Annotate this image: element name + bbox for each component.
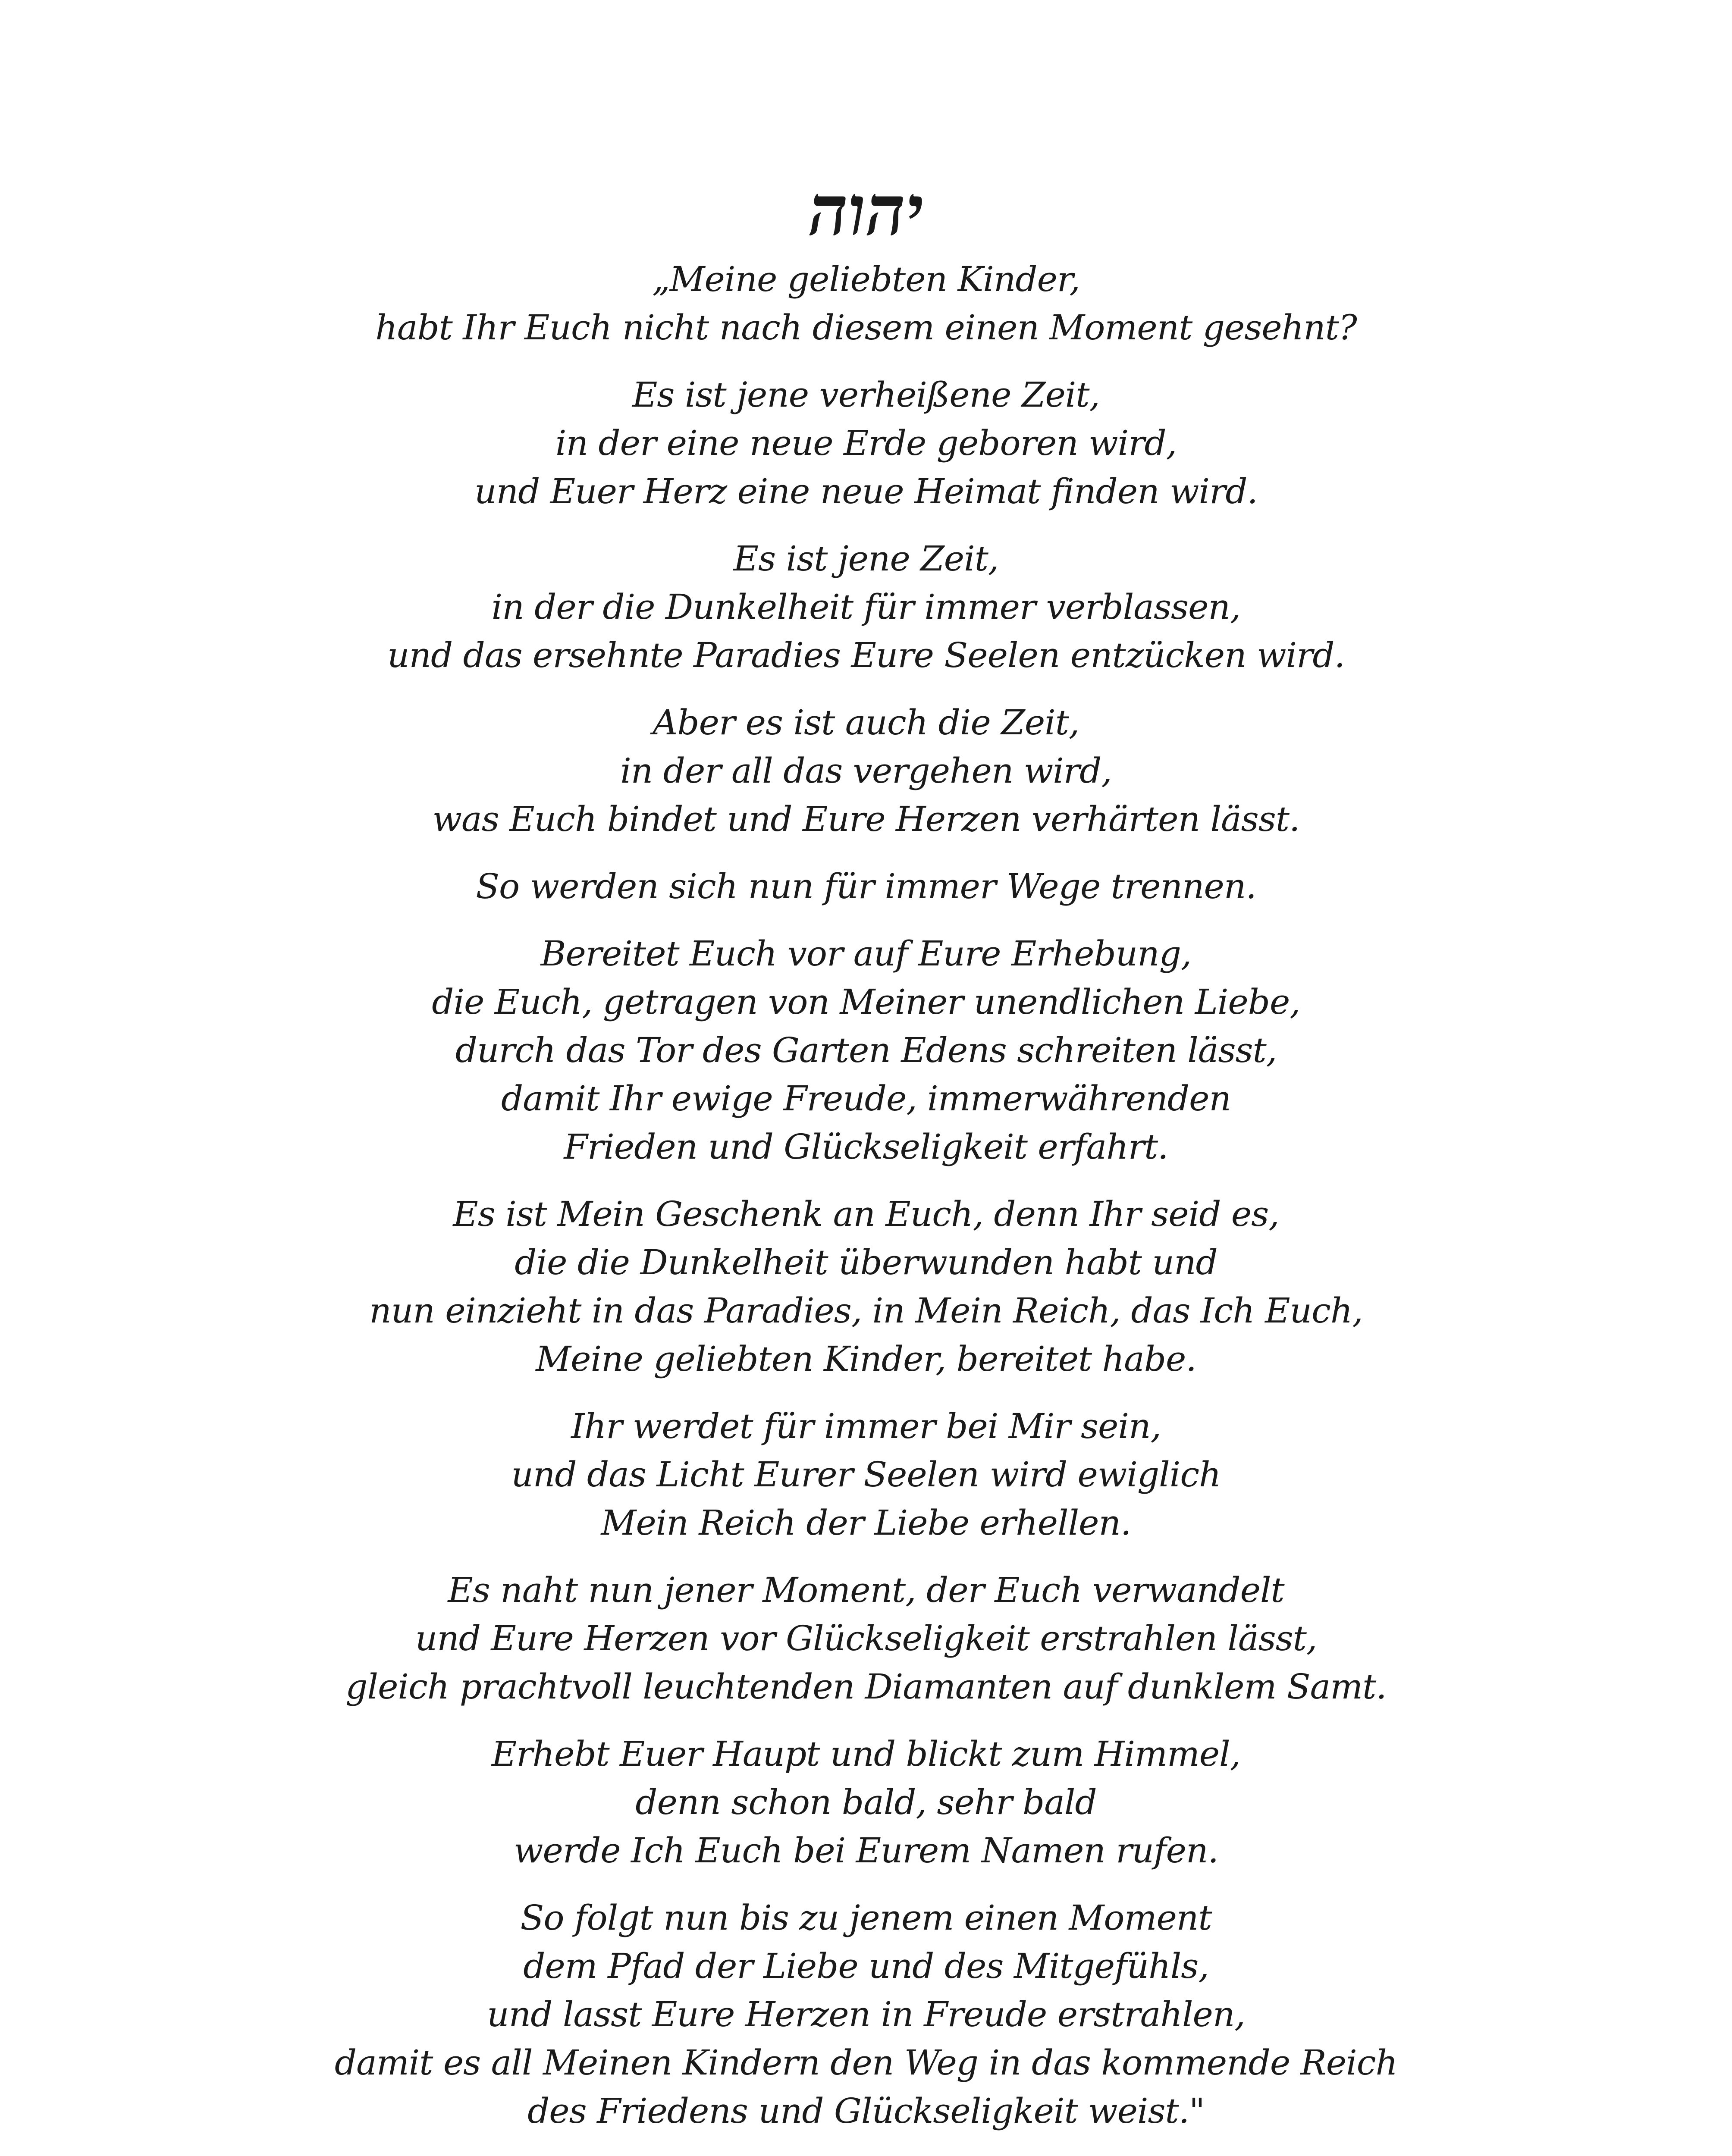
poem-line: nun einzieht in das Paradies, in Mein Reich, das Ich Euch, <box>369 1291 1363 1331</box>
poem-line: denn schon bald, sehr bald <box>635 1782 1097 1822</box>
poem-line: in der die Dunkelheit für immer verblassen, <box>491 587 1241 627</box>
poem-line: und das ersehnte Paradies Eure Seelen entzücken wird. <box>387 635 1345 675</box>
stanza <box>0 371 1732 516</box>
poem-line: Bereitet Euch vor auf Eure Erhebung, <box>540 934 1192 974</box>
poem-line: Aber es ist auch die Zeit, <box>653 702 1079 743</box>
poem-line: und Euer Herz eine neue Heimat finden wird. <box>474 471 1258 511</box>
stanza <box>0 1566 1732 1711</box>
poem-line: in der all das vergehen wird, <box>620 751 1112 791</box>
poem-line: und lasst Eure Herzen in Freude erstrahlen, <box>487 1994 1245 2034</box>
stanza <box>0 1402 1732 1547</box>
poem-line: die Euch, getragen von Meiner unendlichen Liebe, <box>432 982 1300 1022</box>
poem-line: „Meine geliebten Kinder, <box>652 259 1080 299</box>
poem-line: und Eure Herzen vor Glückseligkeit erstrahlen lässt, <box>415 1618 1317 1658</box>
poem-line: Es ist jene Zeit, <box>733 539 999 579</box>
stanza <box>0 1190 1732 1383</box>
poem-line: und das Licht Eurer Seelen wird ewiglich <box>511 1454 1221 1495</box>
poem-line: Mein Reich der Liebe erhellen. <box>601 1503 1131 1543</box>
page-title: יהוה <box>808 173 924 250</box>
poem-line: So folgt nun bis zu jenem einen Moment <box>520 1898 1212 1938</box>
poem-line: habt Ihr Euch nicht nach diesem einen Moment gesehnt? <box>375 307 1357 348</box>
stanza <box>0 535 1732 680</box>
poem-line: was Euch bindet und Eure Herzen verhärten lässt. <box>432 799 1300 839</box>
poem-line: Frieden und Glückseligkeit erfahrt. <box>564 1127 1168 1167</box>
poem-body <box>0 255 1732 2154</box>
stanza <box>0 930 1732 1171</box>
poem-line: in der eine neue Erde geboren wird, <box>555 423 1177 463</box>
poem-line: damit es all Meinen Kindern den Weg in das kommende Reich <box>334 2043 1398 2083</box>
stanza <box>0 862 1732 911</box>
stanza <box>0 1730 1732 1875</box>
poem-line: werde Ich Euch bei Eurem Namen rufen. <box>514 1830 1218 1871</box>
stanza <box>0 699 1732 843</box>
stanza <box>0 255 1732 352</box>
poem-line: gleich prachtvoll leuchtenden Diamanten auf dunklem Samt. <box>345 1667 1387 1707</box>
poem-line: die die Dunkelheit überwunden habt und <box>515 1242 1217 1282</box>
poem-line: Es ist Mein Geschenk an Euch, denn Ihr seid es, <box>453 1194 1279 1234</box>
poem-line: Meine geliebten Kinder, bereitet habe. <box>536 1339 1196 1379</box>
poem-line: So werden sich nun für immer Wege trennen. <box>476 866 1256 906</box>
poem-line: durch das Tor des Garten Edens schreiten lässt, <box>455 1030 1277 1070</box>
poem-line: des Friedens und Glückseligkeit weist." <box>527 2091 1205 2131</box>
poem-line: damit Ihr ewige Freude, immerwährenden <box>501 1078 1231 1119</box>
poem-line: dem Pfad der Liebe und des Mitgefühls, <box>523 1946 1209 1986</box>
poem-line: Es ist jene verheißene Zeit, <box>632 375 1100 415</box>
poem-line: Erhebt Euer Haupt und blickt zum Himmel, <box>491 1734 1241 1774</box>
poem-line: Es naht nun jener Moment, der Euch verwandelt <box>448 1570 1284 1610</box>
poem-line: Ihr werdet für immer bei Mir sein, <box>571 1406 1161 1446</box>
stanza <box>0 1894 1732 2135</box>
